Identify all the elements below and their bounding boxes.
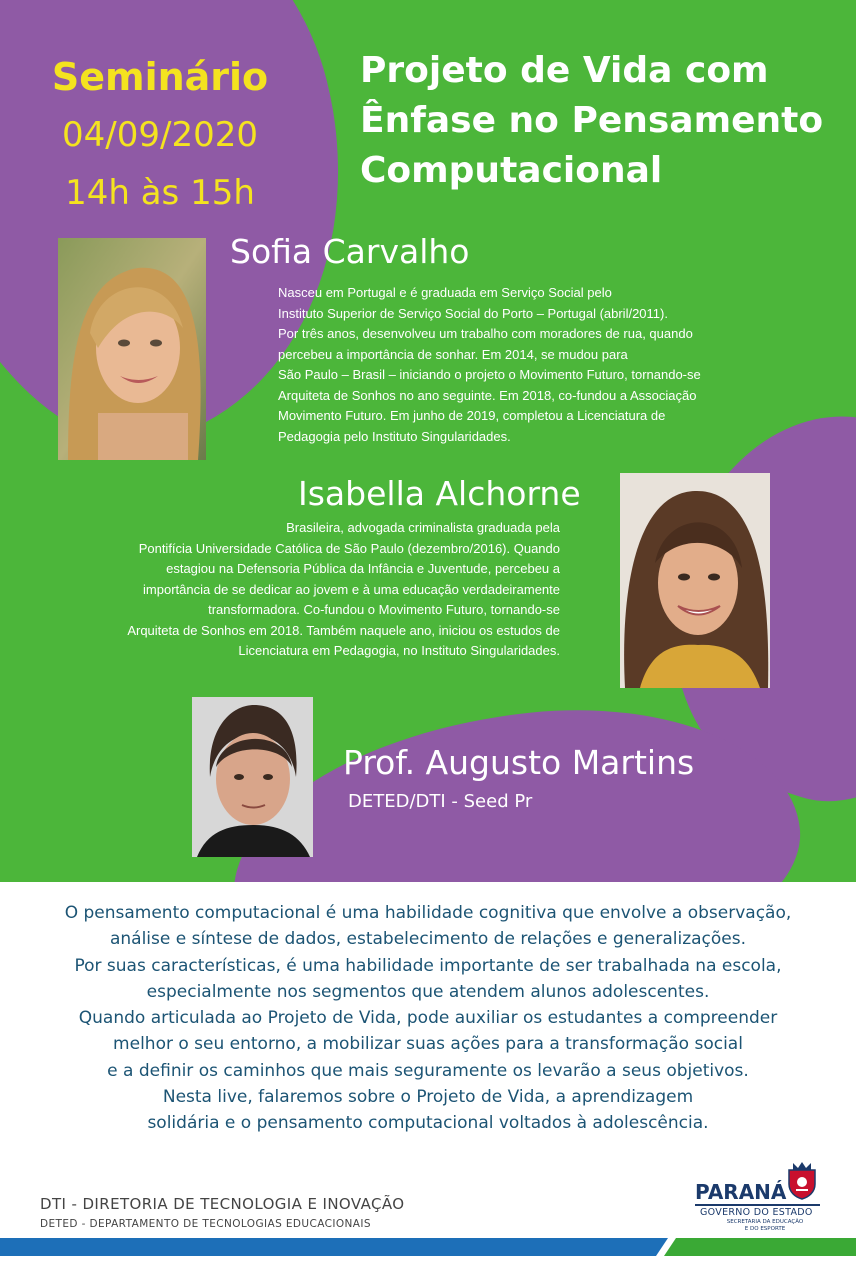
bio-line: Brasileira, advogada criminalista graduada pela — [286, 520, 560, 535]
footer-department: DETED - DEPARTAMENTO DE TECNOLOGIAS EDUCACIONAIS — [40, 1218, 371, 1230]
event-time: 14h às 15h — [65, 173, 255, 213]
speaker-role-augusto: DETED/DTI - Seed Pr — [348, 791, 533, 812]
footer-organization: DTI - DIRETORIA DE TECNOLOGIA E INOVAÇÃO — [40, 1195, 405, 1213]
event-info — [20, 48, 300, 222]
bio-line: Arquiteta de Sonhos em 2018. Também naquele ano, iniciou os estudos de — [127, 622, 560, 638]
bio-line: percebeu a importância de sonhar. Em 2014, se mudou para — [278, 346, 628, 362]
seminar-description — [20, 900, 836, 1137]
description-line: Por suas características, é uma habilidade importante de ser trabalhada na escola, — [74, 955, 782, 976]
description-line: melhor o seu entorno, a mobilizar suas ações para a transformação social — [113, 1034, 743, 1055]
description-line: Quando articulada ao Projeto de Vida, pode auxiliar os estudantes a compreender — [78, 1008, 778, 1029]
description-line: e a definir os caminhos que mais seguramente os levarão a seus objetivos. — [107, 1060, 749, 1081]
description-line: Nesta live, falaremos sobre o Projeto de Vida, a aprendizagem — [162, 1087, 694, 1108]
description-line: solidária e o pensamento computacional voltados à adolescência. — [147, 1113, 709, 1134]
bio-line: Pedagogia pelo Instituto Singularidades. — [278, 428, 511, 444]
description-line: análise e síntese de dados, estabelecimento de relações e generalizações. — [109, 929, 747, 950]
event-type: Seminário — [51, 55, 269, 99]
bio-line: Movimento Futuro. Em junho de 2019, completou a Licenciatura de — [278, 408, 666, 423]
footer-bar-green — [664, 1238, 856, 1256]
speaker-bio-sofia — [278, 283, 701, 447]
footer-color-bar — [0, 1238, 856, 1256]
description-line: especialmente nos segmentos que atendem alunos adolescentes. — [146, 981, 710, 1002]
bio-line: São Paulo – Brasil – iniciando o projeto o Movimento Futuro, tornando-se — [278, 367, 701, 382]
photo-augusto-martins — [192, 697, 313, 857]
bio-line: Nasceu em Portugal e é graduada em Serviço Social pelo — [278, 285, 612, 300]
logo-secretariat — [710, 1219, 820, 1233]
speaker-name-augusto: Prof. Augusto Martins — [343, 743, 695, 782]
logo-secretariat-line-2: E DO ESPORTE — [744, 1226, 786, 1232]
speaker-name-isabella: Isabella Alchorne — [298, 474, 581, 513]
bio-line: Licenciatura em Pedagogia, no Instituto Singularidades. — [238, 643, 560, 658]
title-line-1: Projeto de Vida com — [360, 50, 769, 91]
bio-line: estagiou na Defensoria Pública da Infância e Juventude, percebeu a — [166, 561, 560, 576]
bio-line: transformadora. Co-fundou o Movimento Futuro, tornando-se — [208, 602, 560, 617]
title-line-2: Ênfase no Pensamento — [360, 100, 824, 141]
event-date: 04/09/2020 — [62, 115, 258, 155]
bio-line: importância de se dedicar ao jovem e à uma educação verdadeiramente — [143, 581, 560, 597]
speaker-name-sofia: Sofia Carvalho — [230, 232, 470, 271]
bio-line: Pontifícia Universidade Católica de São Paulo (dezembro/2016). Quando — [138, 540, 560, 556]
speaker-bio-isabella — [20, 518, 560, 662]
page-title — [360, 46, 840, 196]
logo-divider — [695, 1204, 820, 1206]
photo-sofia-carvalho — [58, 238, 206, 460]
logo-government: GOVERNO DO ESTADO — [700, 1207, 813, 1218]
parana-crest-icon — [785, 1160, 819, 1200]
photo-isabella-alchorne — [620, 473, 770, 688]
logo-state-name: PARANÁ — [695, 1180, 787, 1204]
title-line-3: Computacional — [360, 150, 663, 191]
description-line: O pensamento computacional é uma habilidade cognitiva que envolve a observação, — [64, 903, 792, 923]
logo-secretariat-line-1: SECRETARIA DA EDUCAÇÃO — [726, 1219, 804, 1225]
bio-line: Por três anos, desenvolveu um trabalho com moradores de rua, quando — [278, 326, 693, 341]
bio-line: Instituto Superior de Serviço Social do Porto – Portugal (abril/2011). — [278, 305, 668, 321]
footer-bar-blue — [0, 1238, 668, 1256]
bio-line: Arquiteta de Sonhos no ano seguinte. Em 2018, co-fundou a Associação — [278, 387, 697, 403]
parana-logo — [690, 1158, 830, 1238]
